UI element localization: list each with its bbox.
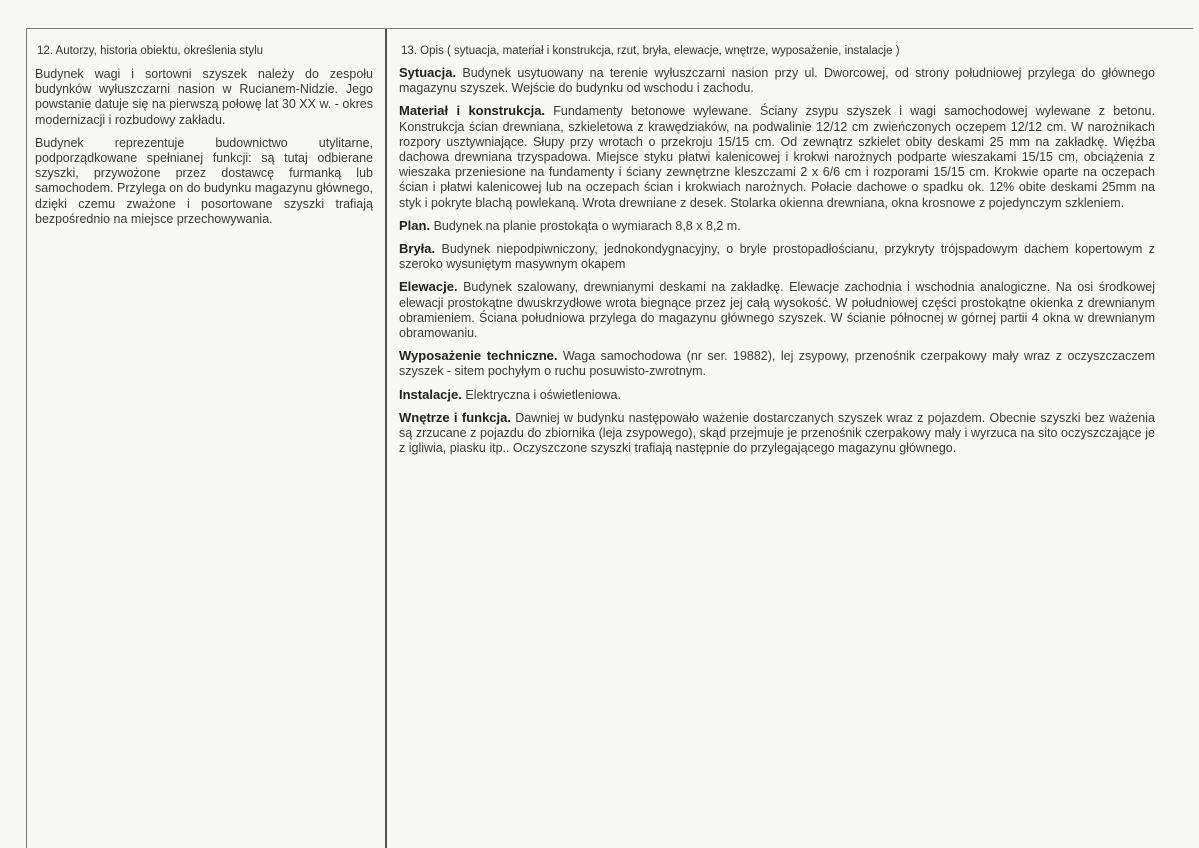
section-body: Budynek na planie prostokąta o wymiarach 8,8 x 8,2 m. bbox=[433, 218, 741, 233]
section-label: Materiał i konstrukcja. bbox=[399, 103, 546, 119]
history-text bbox=[27, 57, 385, 227]
description-heading: 13. Opis ( sytuacja, materiał i konstrukcja, rzut, bryła, elewacje, wnętrze, wyposażenie, instalacje ) bbox=[401, 45, 900, 57]
section-label: Wyposażenie techniczne. bbox=[399, 348, 558, 364]
section-label: Sytuacja. bbox=[399, 65, 457, 80]
history-paragraph: Budynek wagi i sortowni szyszek należy do zespołu budynków wyłuszczarni nasion w Rucianem-Nidzie. Jego powstanie datuje się na pierwszą połowę lat 30 XX w. - okres modernizacji i rozbudowy zakładu. bbox=[35, 67, 373, 127]
section-plan bbox=[399, 218, 1155, 234]
section-label: Bryła. bbox=[399, 241, 436, 257]
section-body: Budynek szalowany, drewnianymi deskami na zakładkę. Elewacje zachodnia i wschodnia analogiczne. Na osi środkowej elewacji prostokątne dwuskrzydłowe wrota biegnące przez jej całą wysokość. W południowej części prostokątne okienka z drewnianym obramieniem. Ściana południowa przylega do magazynu głównego szyszek. W ścianie północnej w górnej partii 4 okna w drewnianym obramowaniu. bbox=[399, 280, 1155, 341]
section-equipment bbox=[399, 348, 1155, 379]
history-paragraph: Budynek reprezentuje budownictwo utylitarne, podporządkowane spełnianej funkcji: są tutaj odbierane szyszki, przywożone przez dostawcę furmanką lub samochodem. Przylega on do budynku magazynu głównego, dzięki czemu zważone i posortowane szyszki trafiają bezpośrednio na miejsce przechowywania. bbox=[35, 135, 373, 226]
section-situation bbox=[399, 65, 1155, 96]
section-body: Budynek usytuowany na terenie wyłuszczarni nasion przy ul. Dworcowej, od strony południowej przylega do głównego magazynu szyszek. Wejście do budynku od wschodu i zachodu. bbox=[399, 66, 1155, 96]
section-massing bbox=[399, 241, 1155, 272]
section-installations bbox=[399, 387, 1155, 403]
section-label: Wnętrze i funkcja. bbox=[399, 409, 511, 425]
section-body: Fundamenty betonowe wylewane. Ściany zsypu szyszek i wagi samochodowej wylewane z betonu. Konstrukcja ścian drewniana, szkieletowa z krawędziaków, na podwalinie 12/12 cm zwieńczonych oczepem 12/12 cm. W narożnikach rozpory usztywniające. Słupy przy wrotach o przekroju 15/15 cm. Od zewnątrz szkielet obity deskami 25 mm na zakładkę. Więźba dachowa drewniana trzyspadowa. Miejsce styku płatwi kalenicowej i krokwi narożnych podparte wieszakami 15/15 cm, obciążenia z wieszaka przeniesione na fundamenty i ściany zewnętrzne kleszczami 2 x 6/6 cm i rozporami 15/15 cm. Krokwie oparte na oczepach ścian i płatwi kalenicowej lub na oczepach ścian i krokwiach narożnych. Połacie dachowe o spadku ok. 12% obite deskami 25mm na styk i pokryte blachą powlekaną. Wrota drewniane z desek. Stolarka okienna drewniana, okna krosnowe z pojedynczym szkleniem. bbox=[399, 104, 1155, 210]
history-heading: 12. Autorzy, historia obiektu, określenia stylu bbox=[37, 45, 264, 57]
section-body: Dawniej w budynku następowało ważenie dostarczanych szyszek wraz z pojazdem. Obecnie szyszki bez ważenia są zrzucane z pojazdu do zbiornika (leja zsypowego), skąd przejmuje je przenośnik czerpakowy mały i wyrzuca na sito oczyszczające je z igliwia, piasku itp.. Oczyszczone szyszki trafiają następnie do przylegającego magazynu głównego. bbox=[399, 410, 1155, 456]
section-elevations bbox=[399, 279, 1155, 341]
section-label: Elewacje. bbox=[399, 279, 458, 295]
column-history bbox=[27, 29, 387, 848]
section-interior bbox=[399, 410, 1155, 457]
section-body: Waga samochodowa (nr ser. 19882), lej zsypowy, przenośnik czerpakowy mały wraz z oczyszczaczem szyszek - sitem pochyłym o ruchu posuwisto-zwrotnym. bbox=[399, 349, 1155, 379]
section-material bbox=[399, 103, 1155, 210]
section-body: Budynek niepodpiwniczony, jednokondygnacyjny, o bryle prostopadłościanu, przykryty trójspadowym dachem kopertowym z szeroko wysuniętym masywnym okapem bbox=[399, 242, 1156, 272]
section-label: Instalacje. bbox=[399, 386, 462, 402]
description-text bbox=[387, 57, 1193, 456]
section-body: Elektryczna i oświetleniowa. bbox=[465, 387, 621, 402]
column-description bbox=[387, 29, 1193, 848]
section-label: Plan. bbox=[399, 217, 431, 233]
form-sheet bbox=[26, 28, 1193, 848]
